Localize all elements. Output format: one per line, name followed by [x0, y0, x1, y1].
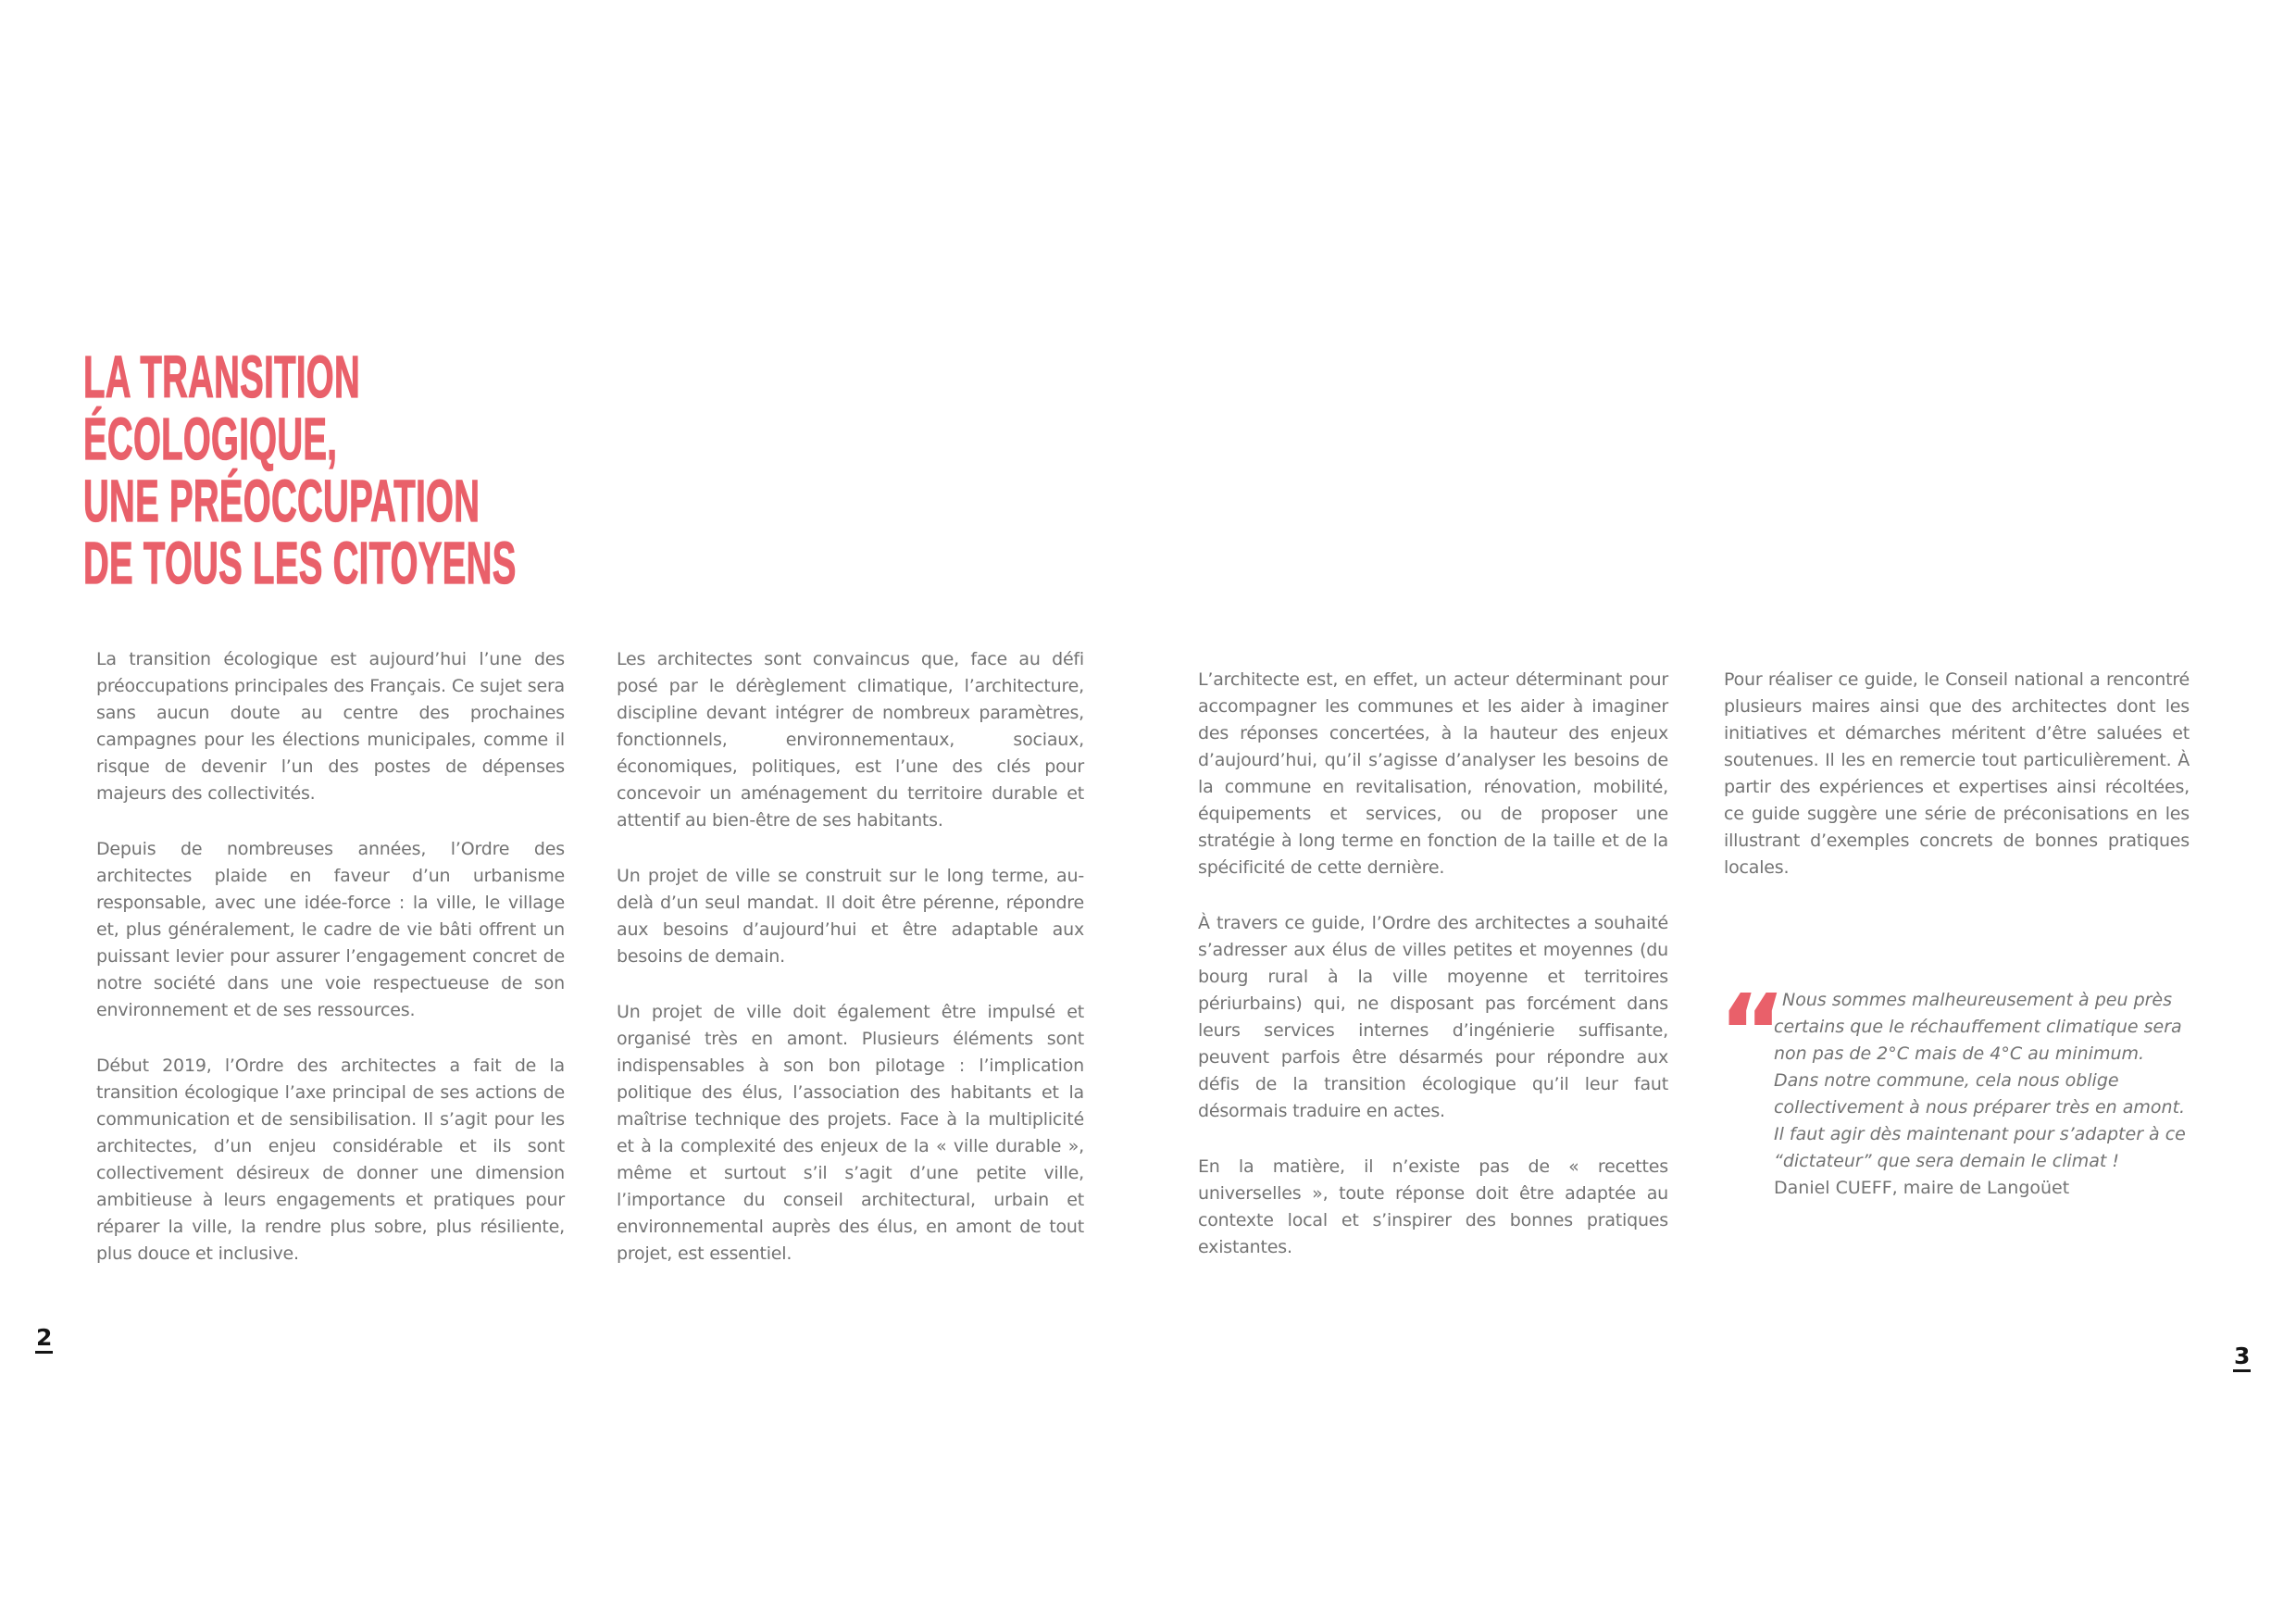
- quote-attribution: Daniel CUEFF, maire de Langoüet: [1774, 1178, 2070, 1198]
- page-number-left: 2: [35, 1326, 53, 1354]
- page-title: [83, 346, 517, 594]
- right-page-column-2: [1724, 667, 2190, 910]
- paragraph: Un projet de ville se construit sur le long terme, au-delà d’un seul mandat. Il doit être pérenne, répondre aux besoins d’aujourd’hui et être adaptable aux besoins de demain.: [617, 866, 1084, 967]
- pull-quote: [1774, 987, 2209, 1202]
- paragraph: Les architectes sont convaincus que, face au défi posé par le dérèglement climatique, l’architecture, discipline devant intégrer de nombreux paramètres, fonctionnels, environnementaux, sociaux, économiques, politiques, est l’une des clés pour concevoir un aménagement du territoire durable et attentif au bien-être de ses habitants.: [617, 649, 1084, 831]
- quote-line: Nous sommes malheureusement à peu près: [1782, 990, 2173, 1010]
- paragraph: En la matière, il n’existe pas de « recettes universelles », toute réponse doit être adaptée au contexte local et s’inspirer des bonnes pratiques existantes.: [1198, 1156, 1668, 1257]
- quote-line: Il faut agir dès maintenant pour s’adapter à ce: [1774, 1124, 2186, 1144]
- title-line-4: DE TOUS LES CITOYENS: [83, 530, 517, 596]
- right-page-column-1: [1198, 667, 1668, 1290]
- quote-line: “dictateur” que sera demain le climat !: [1774, 1151, 2120, 1171]
- paragraph: Un projet de ville doit également être impulsé et organisé très en amont. Plusieurs éléments sont indispensables à son bon pilotage : l’implication politique des élus, l’association des habitants et la maîtrise technique des projets. Face à la multiplicité et à la complexité des enjeux de la « ville durable », même et surtout s’il s’agit d’une petite ville, l’importance du conseil architectural, urbain et environnemental auprès des élus, en amont de tout projet, est essentiel.: [617, 1002, 1084, 1264]
- paragraph: L’architecte est, en effet, un acteur déterminant pour accompagner les communes et les aider à imaginer des réponses concertées, à la hauteur des enjeux d’aujourd’hui, qu’il s’agisse d’analyser les besoins de la commune en revitalisation, rénovation, mobilité, équipements et services, ou de proposer une stratégie à long terme en fonction de la taille et de la spécificité de cette dernière.: [1198, 669, 1668, 878]
- paragraph: La transition écologique est aujourd’hui l’une des préoccupations principales des Français. Ce sujet sera sans aucun doute au centre des prochaines campagnes pour les élections municipales, comme il risque de devenir l’un des postes de dépenses majeurs des collectivités.: [96, 649, 565, 804]
- paragraph: À travers ce guide, l’Ordre des architectes a souhaité s’adresser aux élus de villes petites et moyennes (du bourg rural à la ville moyenne et territoires périurbains) qui, ne disposant pas forcément dans leurs services internes d’ingénierie suffisante, peuvent parfois être désarmés pour répondre aux défis de la transition écologique qu’il leur faut désormais traduire en actes.: [1198, 913, 1668, 1121]
- page-number-right: 3: [2233, 1344, 2251, 1372]
- quote-line: certains que le réchauffement climatique sera: [1774, 1017, 2182, 1037]
- quote-mark-icon: “: [1718, 973, 1787, 1093]
- paragraph: Depuis de nombreuses années, l’Ordre des architectes plaide en faveur d’un urbanisme responsable, avec une idée-force : la ville, le village et, plus généralement, le cadre de vie bâti offrent un puissant levier pour assurer l’engagement concret de notre société dans une voie respectueuse de son environnement et de ses ressources.: [96, 839, 565, 1020]
- quote-line: Dans notre commune, cela nous oblige: [1774, 1070, 2119, 1091]
- left-page-column-2: [617, 646, 1084, 1296]
- quote-line: non pas de 2°C mais de 4°C au minimum.: [1774, 1043, 2145, 1064]
- title-line-2: ÉCOLOGIQUE,: [83, 406, 338, 472]
- title-line-1: LA TRANSITION: [83, 344, 360, 410]
- left-page-column-1: [96, 646, 565, 1296]
- title-line-3: UNE PRÉOCCUPATION: [83, 468, 480, 534]
- paragraph: Pour réaliser ce guide, le Conseil national a rencontré plusieurs maires ainsi que des architectes dont les initiatives et démarches méritent d’être saluées et soutenues. Il les en remercie tout particulièrement. À partir des expériences et expertises ainsi récoltées, ce guide suggère une série de préconisations en les illustrant d’exemples concrets de bonnes pratiques locales.: [1724, 669, 2190, 878]
- paragraph: Début 2019, l’Ordre des architectes a fait de la transition écologique l’axe principal de ses actions de communication et de sensibilisation. Il s’agit pour les architectes, d’un enjeu considérable et ils sont collectivement désireux de donner une dimension ambitieuse à leurs engagements et pratiques pour réparer la ville, la rendre plus sobre, plus résiliente, plus douce et inclusive.: [96, 1056, 565, 1264]
- quote-line: collectivement à nous préparer très en amont.: [1774, 1097, 2186, 1118]
